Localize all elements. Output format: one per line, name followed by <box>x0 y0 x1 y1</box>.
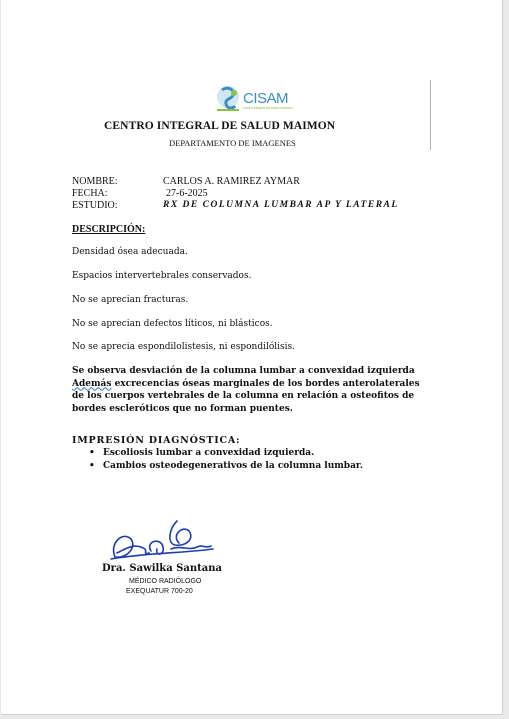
patient-name-value: CARLOS A. RAMIREZ AYMAR <box>163 176 300 187</box>
date-label: FECHA: <box>72 188 108 199</box>
signature-icon <box>105 513 217 565</box>
finding-item: No se aprecian fracturas. <box>72 295 189 305</box>
department-name: DEPARTAMENTO DE IMAGENES <box>169 138 296 148</box>
impression-item: • Cambios osteodegenerativos de la columna lumbar. <box>89 460 363 473</box>
spellcheck-word: Además <box>72 378 112 389</box>
finding-item: No se aprecian defectos líticos, ni blásticos. <box>72 319 273 329</box>
document-page <box>1 0 503 715</box>
study-label: ESTUDIO: <box>72 200 118 211</box>
paragraph-line: Se observa desviación de la columna lumbar a convexidad izquierda <box>72 366 415 376</box>
impression-item: • Escoliosis lumbar a convexidad izquierda. <box>89 447 363 460</box>
patient-name-label: NOMBRE: <box>72 176 118 187</box>
description-heading: DESCRIPCIÓN: <box>72 224 146 235</box>
clinic-logo-icon <box>213 84 243 116</box>
impression-heading: IMPRESIÓN DIAGNÓSTICA: <box>72 435 241 446</box>
impression-list <box>89 447 363 473</box>
finding-item: No se aprecia espondilolistesis, ni espondilólisis. <box>72 342 296 352</box>
logo-text: CISAM <box>243 90 289 107</box>
clinic-name: CENTRO INTEGRAL DE SALUD MAIMON <box>104 120 336 132</box>
date-value: 27-6-2025 <box>166 188 208 199</box>
doctor-exequatur: EXEQUATUR 700-20 <box>126 588 193 595</box>
handwritten-signature <box>105 513 217 565</box>
finding-item: Espacios intervertebrales conservados. <box>72 271 252 281</box>
doctor-name: Dra. Sawilka Santana <box>102 563 222 574</box>
paragraph-text: excrecencias óseas marginales de los bordes anterolaterales de los cuerpos vertebrales de la columna en relación a osteofitos de bordes escleróticos que no forman puentes. <box>72 378 420 414</box>
findings-paragraph <box>72 365 432 415</box>
study-value: RX DE COLUMNA LUMBAR AP Y LATERAL <box>163 200 399 210</box>
doctor-title: MÉDICO RADIÓLOGO <box>129 578 202 585</box>
clinic-logo <box>213 84 293 116</box>
logo-subtext: centro integral de salud maimon <box>243 106 293 110</box>
finding-item: Densidad ósea adecuada. <box>72 247 188 257</box>
header-divider <box>430 80 431 150</box>
